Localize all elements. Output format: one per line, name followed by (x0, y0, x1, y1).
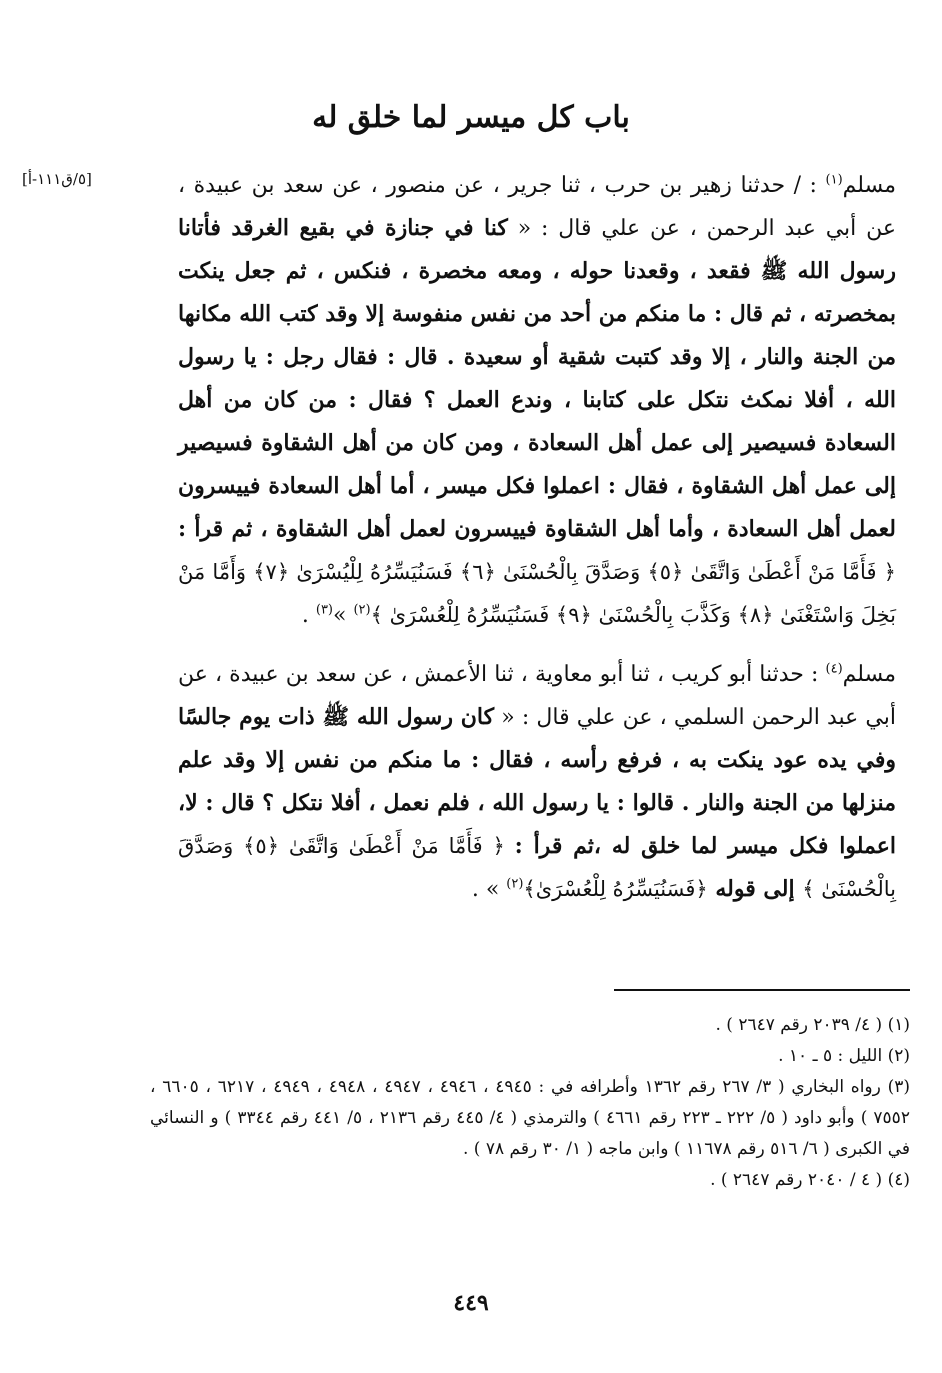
source-name: مسلم (842, 173, 896, 198)
footnote-marker: (٢) (353, 602, 371, 618)
hadith-text: كان رسول الله ﷺ ذات يوم جالسًا وفي يده عود ينكت به ، فرفع رأسه ، فقال : ما منكم من نفس إلا وقد علم منزلها من الجنة والنار . قالوا : يا رسول الله ، فلم نعمل ، أفلا نتكل ؟ قال : لا، اعملوا فكل ميسر لما خلق له ،ثم قرأ : (178, 704, 896, 859)
closing-quote: » (333, 603, 354, 628)
source-name: مسلم (842, 662, 896, 687)
hadith-paragraph-1 (178, 164, 896, 637)
isnad-chain: : / حدثنا زهير بن حرب ، ثنا جرير ، عن منصور ، عن سعد بن عبيدة ، عن أبي عبد الرحمن ، عن علي قال : « (178, 173, 896, 241)
page-number: ٤٤٩ (453, 1290, 489, 1316)
footnote-marker: (٢) (506, 876, 524, 892)
manuscript-folio-reference: [٥/ق١١١-أ] (22, 170, 92, 188)
chapter-title: باب كل ميسر لما خلق له (312, 100, 630, 135)
quran-verse: ﴿ فَأَمَّا مَنْ أَعْطَىٰ وَاتَّقَىٰ ﴿٥﴾ وَصَدَّقَ بِالْحُسْنَىٰ ﴿٦﴾ فَسَنُيَسِّرُهُ لِلْيُسْرَىٰ ﴿٧﴾ وَأَمَّا مَنْ بَخِلَ وَاسْتَغْنَىٰ ﴿٨﴾ وَكَذَّبَ بِالْحُسْنَىٰ ﴿٩﴾ فَسَنُيَسِّرُهُ لِلْعُسْرَىٰ ﴾ (178, 560, 896, 627)
quran-verse: ﴿فَسَنُيَسِّرُهُ لِلْعُسْرَىٰ﴾ (523, 877, 708, 901)
footnote-marker: (٤) (825, 661, 843, 677)
footnote-3: (٣) رواه البخاري ( ٣/ ٢٦٧ رقم ١٣٦٢ وأطرافه في : ٤٩٤٥ ، ٤٩٤٦ ، ٤٩٤٧ ، ٤٩٤٨ ، ٤٩٤٩ ، ٦٢١٧ ، ٦٦٠٥ ، ٧٥٥٢ ) وأبو داود ( ٥/ ٢٢٢ ـ ٢٢٣ رقم ٤٦٦١ ) والترمذي ( ٤/ ٤٤٥ رقم ٢١٣٦ ، ٥/ ٤٤١ رقم ٣٣٤٤ ) و النسائي في الكبرى ( ٦/ ٥١٦ رقم ١١٦٧٨ ) وابن ماجه ( ١/ ٣٠ رقم ٧٨ ) . (150, 1077, 911, 1159)
isnad-chain: : حدثنا أبو كريب ، ثنا أبو معاوية ، ثنا الأعمش ، عن سعد بن عبيدة ، عن أبي عبد الرحمن السلمي ، عن علي قال : « (178, 662, 896, 730)
footnote-4: (٤) ( ٤ / ٢٠٤٠ رقم ٢٦٤٧ ) . (710, 1170, 910, 1190)
main-text (178, 164, 896, 911)
footnote-2: (٢) الليل : ٥ ـ ١٠ . (778, 1046, 910, 1066)
footnote-divider (614, 989, 910, 991)
footnote-1: (١) ( ٤/ ٢٠٣٩ رقم ٢٦٤٧ ) . (715, 1015, 910, 1035)
hadith-text: كنا في جنازة في بقيع الغرقد فأتانا رسول الله ﷺ فقعد ، وقعدنا حوله ، ومعه مخصرة ، فنكس ، ثم جعل ينكت بمخصرته ، ثم قال : ما منكم من أحد من نفس منفوسة إلا وقد كتب الله مكانها من الجنة والنار ، إلا وقد كتبت شقية أو سعيدة . قال : فقال رجل : يا رسول الله ، أفلا نمكث نتكل على كتابنا ، وندع العمل ؟ فقال : من كان من أهل السعادة فسيصير إلى عمل أهل السعادة ، ومن كان من أهل الشقاوة فسيصير إلى عمل أهل الشقاوة ، فقال : اعملوا فكل ميسر ، أما أهل السعادة فييسرون لعمل أهل السعادة ، وأما أهل الشقاوة فييسرون لعمل أهل الشقاوة ، ثم قرأ : (178, 215, 896, 542)
connector-text: إلى قوله (707, 876, 803, 902)
footnote-marker: (٣) (315, 602, 333, 618)
footnote-marker: (١) (825, 172, 843, 188)
closing-quote: » . (471, 877, 507, 902)
quran-verse: ﴿ فَأَمَّا مَنْ أَعْطَىٰ وَاتَّقَىٰ ﴿٥﴾ وَصَدَّقَ بِالْحُسْنَىٰ ﴾ (178, 834, 896, 901)
footnotes (150, 1010, 910, 1196)
hadith-paragraph-2 (178, 653, 896, 911)
period: . (301, 603, 316, 628)
